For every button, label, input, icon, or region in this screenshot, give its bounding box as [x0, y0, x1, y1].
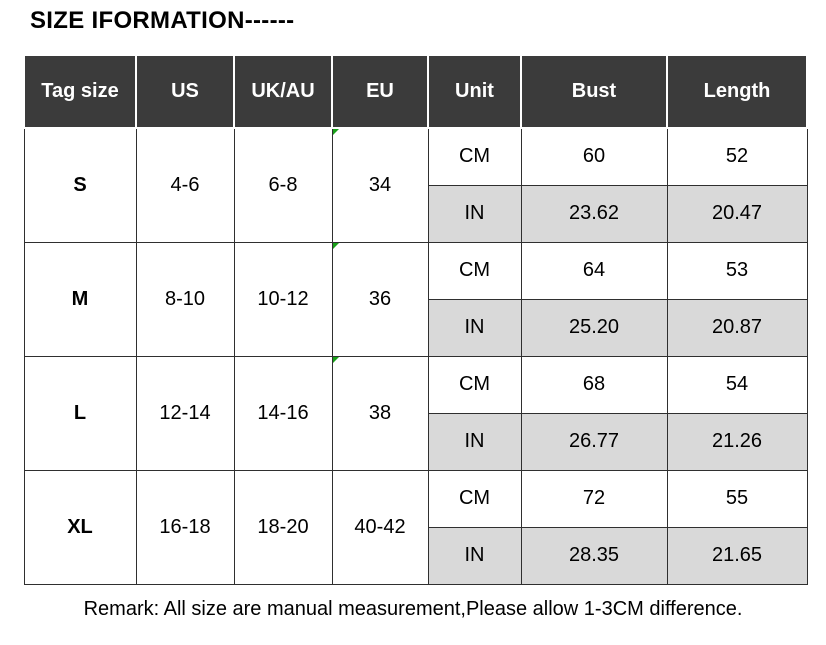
cell-unit-cm: CM: [428, 356, 521, 413]
header-unit: Unit: [428, 55, 521, 128]
cell-length-in: 21.65: [667, 527, 807, 584]
cell-length-in: 21.26: [667, 413, 807, 470]
cell-bust-in: 25.20: [521, 299, 667, 356]
cell-us: 12-14: [136, 356, 234, 470]
cell-unit-in: IN: [428, 299, 521, 356]
header-us: US: [136, 55, 234, 128]
cell-eu: [332, 470, 428, 584]
cell-uk-au: 14-16: [234, 356, 332, 470]
cell-length-in: 20.87: [667, 299, 807, 356]
green-corner-flag-icon: [333, 129, 339, 135]
eu-value: 36: [368, 287, 392, 310]
cell-bust-cm: 60: [521, 128, 667, 185]
table-row: [24, 470, 807, 527]
eu-value: 40-42: [354, 515, 406, 538]
cell-unit-in: IN: [428, 413, 521, 470]
cell-us: 4-6: [136, 128, 234, 242]
cell-length-cm: 54: [667, 356, 807, 413]
cell-uk-au: 6-8: [234, 128, 332, 242]
green-corner-flag-icon: [333, 243, 339, 249]
cell-length-cm: 53: [667, 242, 807, 299]
cell-unit-in: IN: [428, 185, 521, 242]
cell-unit-cm: CM: [428, 242, 521, 299]
cell-bust-cm: 68: [521, 356, 667, 413]
header-eu: EU: [332, 55, 428, 128]
remark-text: Remark: All size are manual measurement,Please allow 1-3CM difference.: [83, 597, 743, 620]
header-tag-size: Tag size: [24, 55, 136, 128]
cell-eu: [332, 128, 428, 242]
cell-bust-cm: 64: [521, 242, 667, 299]
cell-bust-cm: 72: [521, 470, 667, 527]
green-corner-flag-icon: [333, 357, 339, 363]
cell-bust-in: 26.77: [521, 413, 667, 470]
cell-unit-in: IN: [428, 527, 521, 584]
cell-length-in: 20.47: [667, 185, 807, 242]
cell-tag-size: XL: [24, 470, 136, 584]
page-title: SIZE IFORMATION------: [30, 7, 295, 34]
table-row: [24, 242, 807, 299]
cell-tag-size: S: [24, 128, 136, 242]
cell-tag-size: L: [24, 356, 136, 470]
header-uk-au: UK/AU: [234, 55, 332, 128]
cell-bust-in: 28.35: [521, 527, 667, 584]
cell-uk-au: 18-20: [234, 470, 332, 584]
cell-eu: [332, 356, 428, 470]
table-row: [24, 356, 807, 413]
header-row: [24, 55, 807, 128]
cell-length-cm: 52: [667, 128, 807, 185]
cell-uk-au: 10-12: [234, 242, 332, 356]
cell-unit-cm: CM: [428, 470, 521, 527]
eu-value: 38: [368, 401, 392, 424]
cell-bust-in: 23.62: [521, 185, 667, 242]
header-length: Length: [667, 55, 807, 128]
cell-length-cm: 55: [667, 470, 807, 527]
cell-tag-size: M: [24, 242, 136, 356]
cell-us: 16-18: [136, 470, 234, 584]
table-row: [24, 128, 807, 185]
cell-us: 8-10: [136, 242, 234, 356]
size-chart-table: [23, 54, 808, 585]
cell-eu: [332, 242, 428, 356]
cell-unit-cm: CM: [428, 128, 521, 185]
header-bust: Bust: [521, 55, 667, 128]
eu-value: 34: [368, 173, 392, 196]
